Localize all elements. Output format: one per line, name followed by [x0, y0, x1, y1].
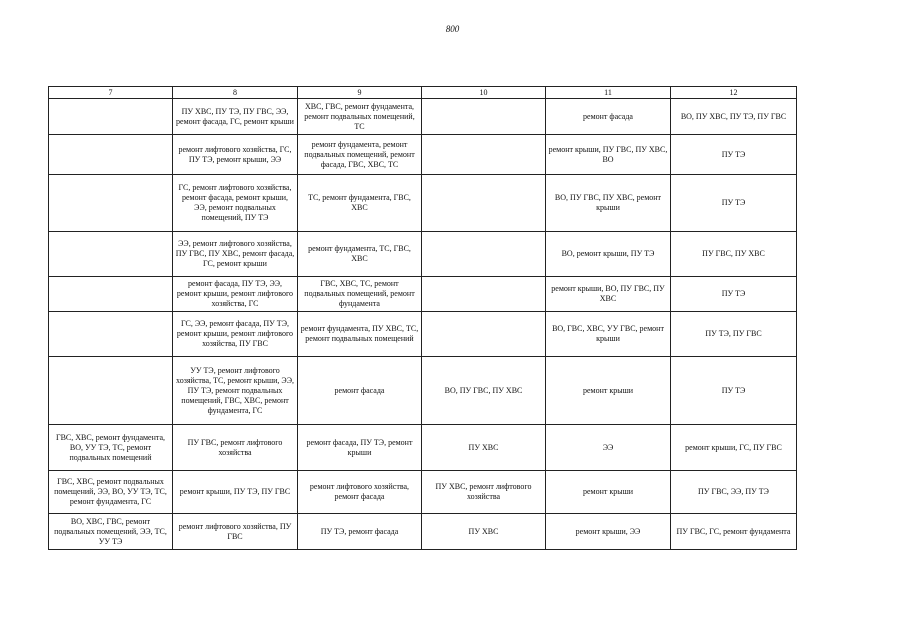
- table-cell: ГВС, ХВС, ТС, ремонт подвальных помещений, ремонт фундамента: [298, 277, 422, 312]
- page-number: 800: [445, 24, 460, 34]
- table-cell: [49, 277, 173, 312]
- table-cell: [49, 232, 173, 277]
- table-cell: [422, 175, 546, 232]
- table-cell: ТС, ремонт фундамента, ГВС, ХВС: [298, 175, 422, 232]
- table-cell: [49, 99, 173, 135]
- table-cell: ГВС, ХВС, ремонт фундамента, ВО, УУ ТЭ, ТС, ремонт подвальных помещений: [49, 425, 173, 471]
- table-row: [49, 471, 797, 514]
- table-cell: ремонт фасада: [298, 357, 422, 425]
- table-row: [49, 277, 797, 312]
- table-cell: ПУ ГВС, ЭЭ, ПУ ТЭ: [671, 471, 797, 514]
- column-header: 10: [422, 87, 546, 99]
- table-cell: [49, 312, 173, 357]
- table-cell: ремонт крыши, ЭЭ: [546, 514, 671, 550]
- table-cell: ПУ ХВС: [422, 514, 546, 550]
- table-cell: ПУ ТЭ: [671, 135, 797, 175]
- column-header: 12: [671, 87, 797, 99]
- table-row: [49, 175, 797, 232]
- table-cell: ремонт крыши: [546, 357, 671, 425]
- table-cell: ХВС, ГВС, ремонт фундамента, ремонт подвальных помещений, ТС: [298, 99, 422, 135]
- column-header: 9: [298, 87, 422, 99]
- table-cell: [49, 175, 173, 232]
- table-row: [49, 312, 797, 357]
- table-cell: ГС, ремонт лифтового хозяйства, ремонт фасада, ремонт крыши, ЭЭ, ремонт подвальных помещений, ПУ ТЭ: [173, 175, 298, 232]
- table-cell: ЭЭ: [546, 425, 671, 471]
- table-cell: ремонт фасада: [546, 99, 671, 135]
- table-cell: ремонт фундамента, ПУ ХВС, ТС, ремонт подвальных помещений: [298, 312, 422, 357]
- table-cell: ПУ ХВС, ремонт лифтового хозяйства: [422, 471, 546, 514]
- table-cell: ПУ ГВС, ПУ ХВС: [671, 232, 797, 277]
- table-cell: ВО, ПУ ГВС, ПУ ХВС, ремонт крыши: [546, 175, 671, 232]
- table-row: [49, 99, 797, 135]
- table-cell: ПУ ХВС, ПУ ТЭ, ПУ ГВС, ЭЭ, ремонт фасада, ГС, ремонт крыши: [173, 99, 298, 135]
- table-cell: ВО, ПУ ГВС, ПУ ХВС: [422, 357, 546, 425]
- table-cell: ремонт фундамента, ТС, ГВС, ХВС: [298, 232, 422, 277]
- table-cell: ПУ ТЭ: [671, 277, 797, 312]
- table-cell: ремонт фасада, ПУ ТЭ, ремонт крыши: [298, 425, 422, 471]
- table-cell: ГС, ЭЭ, ремонт фасада, ПУ ТЭ, ремонт крыши, ремонт лифтового хозяйства, ПУ ГВС: [173, 312, 298, 357]
- table-cell: ремонт крыши, ПУ ГВС, ПУ ХВС, ВО: [546, 135, 671, 175]
- table-cell: ПУ ГВС, ГС, ремонт фундамента: [671, 514, 797, 550]
- table-row: [49, 425, 797, 471]
- table-cell: УУ ТЭ, ремонт лифтового хозяйства, ТС, ремонт крыши, ЭЭ, ПУ ТЭ, ремонт подвальных помещений, ГВС, ХВС, ремонт фундамента, ГС: [173, 357, 298, 425]
- table-row: [49, 514, 797, 550]
- table-row: [49, 232, 797, 277]
- table-cell: ремонт фасада, ПУ ТЭ, ЭЭ, ремонт крыши, ремонт лифтового хозяйства, ГС: [173, 277, 298, 312]
- table-cell: ВО, ПУ ХВС, ПУ ТЭ, ПУ ГВС: [671, 99, 797, 135]
- table-cell: [422, 277, 546, 312]
- table-row: [49, 357, 797, 425]
- table-cell: ВО, ХВС, ГВС, ремонт подвальных помещений, ЭЭ, ТС, УУ ТЭ: [49, 514, 173, 550]
- table-cell: [422, 232, 546, 277]
- table-cell: ремонт лифтового хозяйства, ПУ ГВС: [173, 514, 298, 550]
- table-cell: ПУ ТЭ: [671, 357, 797, 425]
- table-cell: ремонт лифтового хозяйства, ГС, ПУ ТЭ, ремонт крыши, ЭЭ: [173, 135, 298, 175]
- table-cell: ПУ ТЭ: [671, 175, 797, 232]
- table-cell: [422, 99, 546, 135]
- table-cell: ремонт фундамента, ремонт подвальных помещений, ремонт фасада, ГВС, ХВС, ТС: [298, 135, 422, 175]
- table-cell: [422, 312, 546, 357]
- table-cell: ПУ ТЭ, ремонт фасада: [298, 514, 422, 550]
- table-cell: ремонт крыши: [546, 471, 671, 514]
- table-row: [49, 135, 797, 175]
- column-header: 11: [546, 87, 671, 99]
- table-cell: ремонт крыши, ВО, ПУ ГВС, ПУ ХВС: [546, 277, 671, 312]
- table-cell: [49, 135, 173, 175]
- table-cell: ВО, ремонт крыши, ПУ ТЭ: [546, 232, 671, 277]
- header-row: [49, 87, 797, 99]
- table-cell: ремонт крыши, ГС, ПУ ГВС: [671, 425, 797, 471]
- table-cell: ПУ ХВС: [422, 425, 546, 471]
- column-header: 7: [49, 87, 173, 99]
- table-cell: ГВС, ХВС, ремонт подвальных помещений, ЭЭ, ВО, УУ ТЭ, ТС, ремонт фундамента, ГС: [49, 471, 173, 514]
- table-cell: ЭЭ, ремонт лифтового хозяйства, ПУ ГВС, ПУ ХВС, ремонт фасада, ГС, ремонт крыши: [173, 232, 298, 277]
- table-cell: [49, 357, 173, 425]
- table-cell: ремонт крыши, ПУ ТЭ, ПУ ГВС: [173, 471, 298, 514]
- table-cell: ремонт лифтового хозяйства, ремонт фасада: [298, 471, 422, 514]
- table-cell: [422, 135, 546, 175]
- works-table: [48, 86, 797, 550]
- table-cell: ПУ ГВС, ремонт лифтового хозяйства: [173, 425, 298, 471]
- table-body: [49, 99, 797, 550]
- table-cell: ПУ ТЭ, ПУ ГВС: [671, 312, 797, 357]
- column-header: 8: [173, 87, 298, 99]
- table-cell: ВО, ГВС, ХВС, УУ ГВС, ремонт крыши: [546, 312, 671, 357]
